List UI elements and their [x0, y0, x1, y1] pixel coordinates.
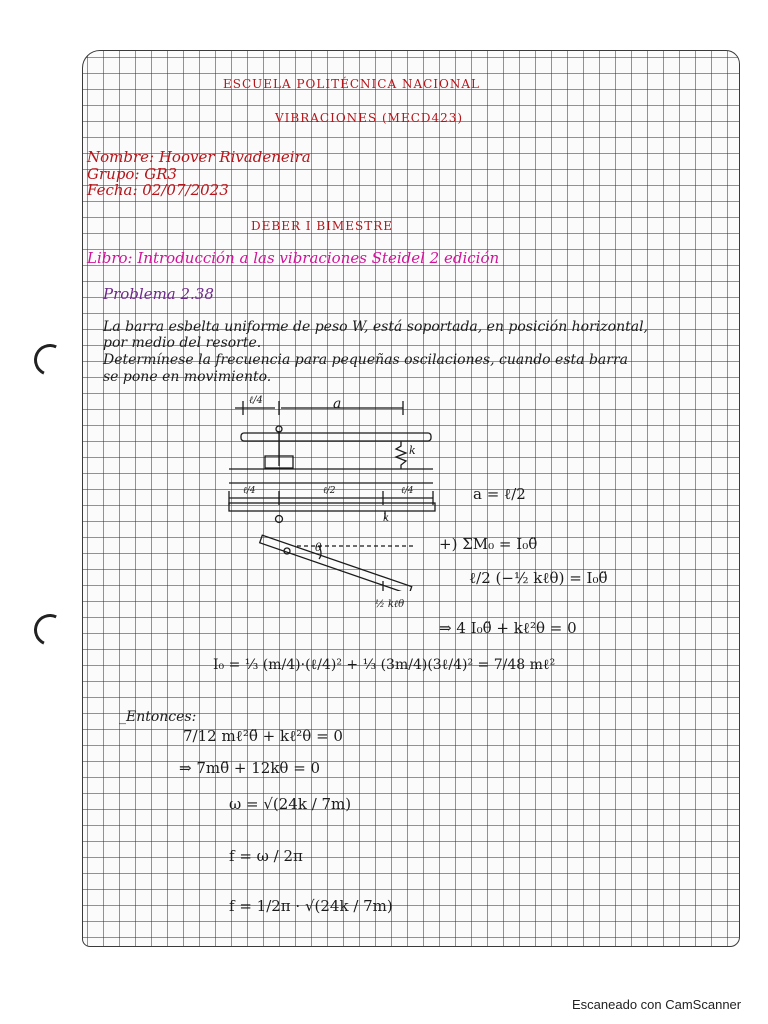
label-quarter-top: ℓ/4	[249, 395, 263, 406]
label-a: a	[333, 396, 342, 412]
frequency-eq: f = ω / 2π	[229, 847, 303, 865]
frequency-final-eq: f = 1/2π · √(24k / 7m)	[229, 897, 393, 915]
binder-hole-bottom	[29, 609, 70, 650]
label-spring-k-lower: k	[383, 513, 390, 524]
label-half: ℓ/2	[323, 486, 336, 496]
bar-spring-figure	[83, 51, 739, 591]
statement-line-3: Determínese la frecuencia para pequeñas oscilaciones, cuando esta barra	[103, 352, 628, 368]
motion-eq-1: 7/12 mℓ²θ̈ + kℓ²θ = 0	[183, 727, 343, 745]
problem-number: Problema 2.38	[103, 285, 214, 303]
label-spring-k: k	[409, 444, 416, 457]
school-title: ESCUELA POLITÉCNICA NACIONAL	[223, 77, 481, 91]
equation-result: ⇒ 4 I₀θ̈ + kℓ²θ = 0	[439, 619, 577, 637]
inertia-eq: I₀ = ⅓ (m/4)·(ℓ/4)² + ⅓ (3m/4)(3ℓ/4)² = 7/48 mℓ²	[213, 657, 556, 673]
upper-bar	[241, 433, 431, 441]
course-title: VIBRACIONES (MECD423)	[275, 111, 464, 125]
statement-line-4: se pone en movimiento.	[103, 369, 272, 385]
label-quarter-right: ℓ/4	[401, 486, 414, 496]
omega-eq: ω = √(24k / 7m)	[229, 795, 352, 813]
moment-sum-eq: +) ΣM₀ = I₀θ̈	[439, 535, 538, 553]
student-group: Grupo: GR3	[87, 165, 178, 183]
simplified-bar	[229, 503, 435, 511]
binder-hole-top	[29, 339, 70, 380]
grid-paper-sheet	[82, 50, 740, 947]
moment-expanded-eq: ℓ/2 (−½ kℓθ) = I₀θ̈	[469, 569, 608, 587]
motion-eq-2: ⇒ 7mθ̈ + 12kθ = 0	[179, 759, 321, 777]
submission-date: Fecha: 02/07/2023	[87, 181, 229, 199]
label-quarter-left: ℓ/4	[243, 486, 256, 496]
simplified-pivot	[276, 516, 283, 523]
label-theta: θ	[315, 541, 322, 554]
camscanner-watermark: Escaneado con CamScanner	[572, 997, 742, 1012]
statement-line-2: por medio del resorte.	[103, 335, 262, 351]
statement-line-1: La barra esbelta uniforme de peso W, está soportada, en posición horizontal,	[103, 319, 649, 335]
label-force: ½ kℓθ	[375, 599, 405, 610]
spring-coil	[396, 441, 406, 469]
book-reference: Libro: Introducción a las vibraciones Steidel 2 edición	[87, 249, 500, 267]
then-label: _Entonces:	[119, 709, 197, 725]
a-value: a = ℓ/2	[473, 485, 526, 503]
student-name: Nombre: Hoover Rivadeneira	[87, 148, 311, 166]
assignment-title: DEBER I BIMESTRE	[251, 219, 393, 233]
rotated-bar	[260, 535, 412, 591]
